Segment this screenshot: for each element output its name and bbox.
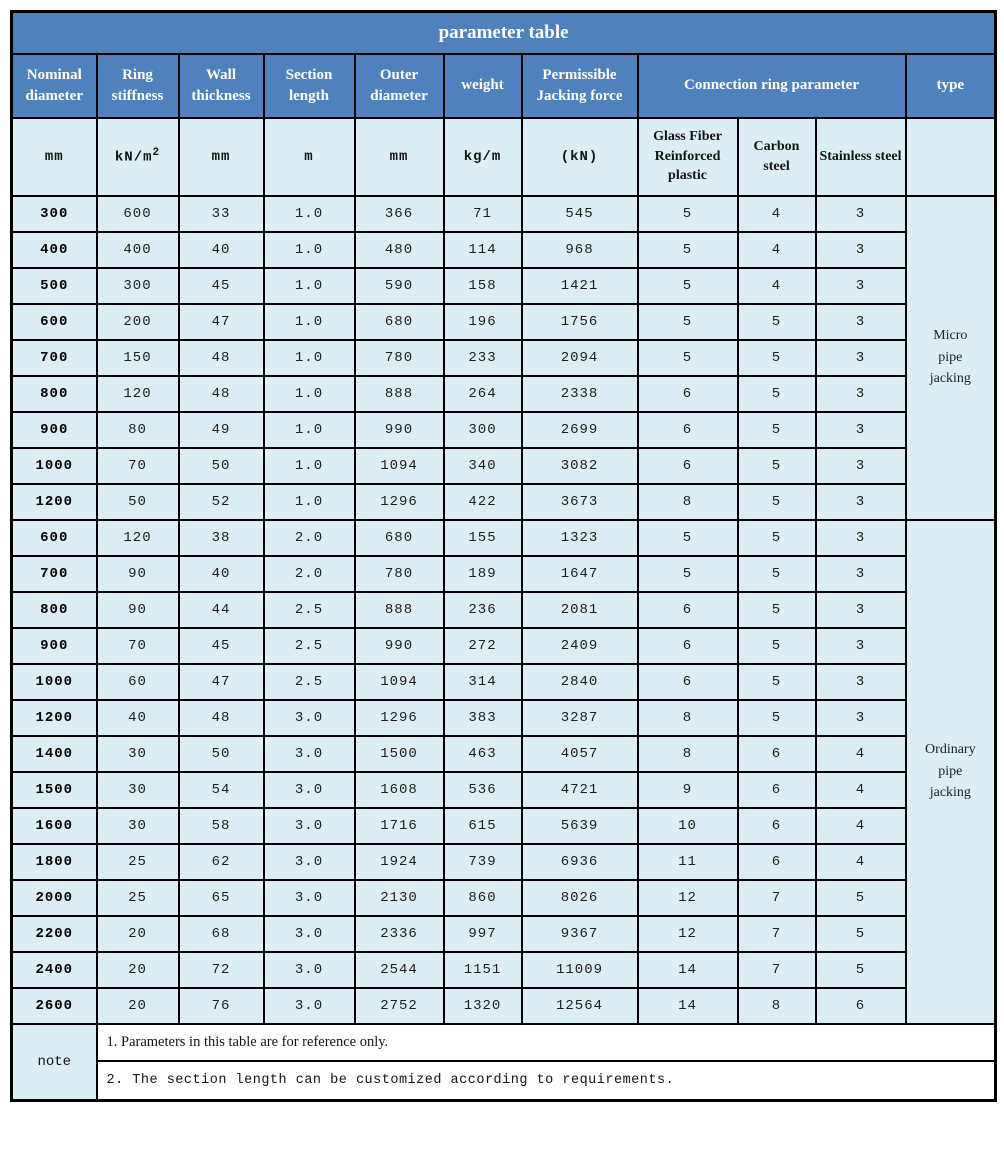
data-cell: 3.0 — [264, 844, 355, 880]
data-cell: 76 — [179, 988, 264, 1024]
type-cell: Micro pipe jacking — [906, 196, 996, 520]
nominal-diameter-cell: 1000 — [12, 448, 97, 484]
data-cell: 120 — [97, 376, 179, 412]
data-cell: 12564 — [522, 988, 638, 1024]
data-cell: 70 — [97, 448, 179, 484]
data-cell: 3673 — [522, 484, 638, 520]
data-cell: 47 — [179, 664, 264, 700]
data-cell: 3.0 — [264, 808, 355, 844]
data-cell: 264 — [444, 376, 522, 412]
data-cell: 48 — [179, 700, 264, 736]
data-cell: 2336 — [355, 916, 444, 952]
data-cell: 680 — [355, 304, 444, 340]
nominal-diameter-cell: 900 — [12, 412, 97, 448]
data-cell: 3.0 — [264, 880, 355, 916]
data-cell: 4 — [816, 772, 906, 808]
data-cell: 2.5 — [264, 628, 355, 664]
data-cell: 1.0 — [264, 232, 355, 268]
data-cell: 300 — [97, 268, 179, 304]
data-cell: 5 — [738, 520, 816, 556]
data-cell: 6 — [638, 448, 738, 484]
data-cell: 7 — [738, 952, 816, 988]
subheader-stainless-steel: Stainless steel — [816, 118, 906, 196]
data-cell: 5 — [816, 952, 906, 988]
data-cell: 30 — [97, 736, 179, 772]
data-cell: 6 — [638, 412, 738, 448]
data-cell: 4 — [738, 268, 816, 304]
table-row — [12, 664, 996, 700]
data-cell: 545 — [522, 196, 638, 232]
nominal-diameter-cell: 1800 — [12, 844, 97, 880]
table-row — [12, 628, 996, 664]
data-cell: 12 — [638, 916, 738, 952]
data-cell: 4 — [816, 808, 906, 844]
data-cell: 8026 — [522, 880, 638, 916]
data-cell: 14 — [638, 952, 738, 988]
data-cell: 90 — [97, 556, 179, 592]
nominal-diameter-cell: 600 — [12, 520, 97, 556]
data-cell: 888 — [355, 592, 444, 628]
table-row — [12, 196, 996, 232]
data-cell: 590 — [355, 268, 444, 304]
data-cell: 1421 — [522, 268, 638, 304]
nominal-diameter-cell: 800 — [12, 592, 97, 628]
unit-jacking-force: (kN) — [522, 118, 638, 196]
nominal-diameter-cell: 2200 — [12, 916, 97, 952]
nominal-diameter-cell: 1500 — [12, 772, 97, 808]
data-cell: 1924 — [355, 844, 444, 880]
data-cell: 196 — [444, 304, 522, 340]
data-cell: 4 — [816, 844, 906, 880]
data-cell: 20 — [97, 988, 179, 1024]
data-cell: 233 — [444, 340, 522, 376]
parameter-table — [10, 10, 997, 1102]
data-cell: 5 — [816, 916, 906, 952]
data-cell: 20 — [97, 916, 179, 952]
data-cell: 3 — [816, 448, 906, 484]
data-cell: 2.5 — [264, 664, 355, 700]
data-cell: 1296 — [355, 700, 444, 736]
data-cell: 3 — [816, 700, 906, 736]
data-cell: 5 — [738, 664, 816, 700]
header-row — [12, 54, 996, 118]
data-cell: 3 — [816, 412, 906, 448]
nominal-diameter-cell: 700 — [12, 340, 97, 376]
data-cell: 114 — [444, 232, 522, 268]
data-cell: 3 — [816, 556, 906, 592]
data-cell: 400 — [97, 232, 179, 268]
data-cell: 3 — [816, 376, 906, 412]
data-cell: 6 — [638, 628, 738, 664]
data-cell: 1.0 — [264, 448, 355, 484]
data-cell: 62 — [179, 844, 264, 880]
data-cell: 5639 — [522, 808, 638, 844]
data-cell: 9 — [638, 772, 738, 808]
data-cell: 54 — [179, 772, 264, 808]
data-cell: 3 — [816, 196, 906, 232]
table-row — [12, 736, 996, 772]
data-cell: 3.0 — [264, 736, 355, 772]
data-cell: 990 — [355, 628, 444, 664]
data-cell: 65 — [179, 880, 264, 916]
data-cell: 1.0 — [264, 412, 355, 448]
table-row — [12, 232, 996, 268]
data-cell: 8 — [738, 988, 816, 1024]
table-row — [12, 844, 996, 880]
nominal-diameter-cell: 1000 — [12, 664, 97, 700]
data-cell: 680 — [355, 520, 444, 556]
table-row — [12, 952, 996, 988]
unit-section-length: m — [264, 118, 355, 196]
nominal-diameter-cell: 500 — [12, 268, 97, 304]
data-cell: 7 — [738, 880, 816, 916]
data-cell: 5 — [738, 700, 816, 736]
note-row — [12, 1024, 996, 1101]
data-cell: 48 — [179, 376, 264, 412]
data-cell: 422 — [444, 484, 522, 520]
data-cell: 3.0 — [264, 700, 355, 736]
data-cell: 120 — [97, 520, 179, 556]
data-cell: 3082 — [522, 448, 638, 484]
table-row — [12, 376, 996, 412]
data-cell: 158 — [444, 268, 522, 304]
data-cell: 5 — [738, 304, 816, 340]
data-cell: 2.0 — [264, 556, 355, 592]
unit-superscript: 2 — [152, 147, 161, 160]
data-cell: 1647 — [522, 556, 638, 592]
data-cell: 1323 — [522, 520, 638, 556]
data-cell: 8 — [638, 700, 738, 736]
data-cell: 3.0 — [264, 772, 355, 808]
data-cell: 1.0 — [264, 484, 355, 520]
data-cell: 2.0 — [264, 520, 355, 556]
data-cell: 463 — [444, 736, 522, 772]
data-cell: 6936 — [522, 844, 638, 880]
data-cell: 2338 — [522, 376, 638, 412]
data-cell: 58 — [179, 808, 264, 844]
nominal-diameter-cell: 2400 — [12, 952, 97, 988]
data-cell: 1.0 — [264, 304, 355, 340]
data-cell: 7 — [738, 916, 816, 952]
col-header-jacking-force: Permissible Jacking force — [522, 54, 638, 118]
data-cell: 5 — [738, 556, 816, 592]
data-cell: 997 — [444, 916, 522, 952]
col-header-type: type — [906, 54, 996, 118]
title-row — [12, 12, 996, 54]
data-cell: 2752 — [355, 988, 444, 1024]
data-cell: 5 — [738, 628, 816, 664]
data-cell: 536 — [444, 772, 522, 808]
data-cell: 3 — [816, 628, 906, 664]
note-label: note — [12, 1024, 97, 1101]
data-cell: 1.0 — [264, 196, 355, 232]
col-header-section-length: Section length — [264, 54, 355, 118]
data-cell: 40 — [179, 232, 264, 268]
col-header-connection-ring-group: Connection ring parameter — [638, 54, 906, 118]
nominal-diameter-cell: 2600 — [12, 988, 97, 1024]
data-cell: 25 — [97, 880, 179, 916]
data-cell: 1608 — [355, 772, 444, 808]
data-cell: 366 — [355, 196, 444, 232]
data-cell: 8 — [638, 484, 738, 520]
nominal-diameter-cell: 600 — [12, 304, 97, 340]
data-cell: 68 — [179, 916, 264, 952]
unit-base: kN/m — [114, 149, 153, 166]
data-cell: 340 — [444, 448, 522, 484]
data-cell: 888 — [355, 376, 444, 412]
data-cell: 10 — [638, 808, 738, 844]
data-cell: 3 — [816, 484, 906, 520]
table-row — [12, 484, 996, 520]
nominal-diameter-cell: 2000 — [12, 880, 97, 916]
data-cell: 155 — [444, 520, 522, 556]
subheader-carbon-steel: Carbon steel — [738, 118, 816, 196]
data-cell: 3 — [816, 268, 906, 304]
data-cell: 70 — [97, 628, 179, 664]
data-cell: 600 — [97, 196, 179, 232]
data-cell: 3 — [816, 520, 906, 556]
data-cell: 6 — [738, 736, 816, 772]
data-cell: 2699 — [522, 412, 638, 448]
data-cell: 71 — [444, 196, 522, 232]
table-row — [12, 340, 996, 376]
col-header-wall-thickness: Wall thickness — [179, 54, 264, 118]
data-cell: 780 — [355, 340, 444, 376]
data-cell: 40 — [179, 556, 264, 592]
type-cell: Ordinary pipe jacking — [906, 520, 996, 1024]
data-cell: 6 — [816, 988, 906, 1024]
data-cell: 1756 — [522, 304, 638, 340]
data-cell: 990 — [355, 412, 444, 448]
note-line-2: 2. The section length can be customized according to requirements. — [106, 1072, 675, 1088]
nominal-diameter-cell: 900 — [12, 628, 97, 664]
nominal-diameter-cell: 300 — [12, 196, 97, 232]
data-cell: 5 — [638, 268, 738, 304]
data-cell: 6 — [638, 664, 738, 700]
data-cell: 6 — [738, 772, 816, 808]
table-title: parameter table — [12, 12, 996, 54]
data-cell: 5 — [638, 340, 738, 376]
data-cell: 2130 — [355, 880, 444, 916]
data-cell: 2544 — [355, 952, 444, 988]
data-cell: 5 — [638, 556, 738, 592]
data-cell: 14 — [638, 988, 738, 1024]
col-header-nominal-diameter: Nominal diameter — [12, 54, 97, 118]
data-cell: 12 — [638, 880, 738, 916]
data-cell: 50 — [179, 736, 264, 772]
data-cell: 314 — [444, 664, 522, 700]
data-cell: 9367 — [522, 916, 638, 952]
data-cell: 968 — [522, 232, 638, 268]
data-cell: 5 — [638, 196, 738, 232]
data-cell: 3.0 — [264, 952, 355, 988]
table-row — [12, 412, 996, 448]
data-cell: 5 — [638, 304, 738, 340]
data-cell: 38 — [179, 520, 264, 556]
data-cell: 5 — [816, 880, 906, 916]
data-cell: 383 — [444, 700, 522, 736]
data-cell: 6 — [738, 844, 816, 880]
data-cell: 3287 — [522, 700, 638, 736]
data-cell: 5 — [638, 232, 738, 268]
unit-weight: kg/m — [444, 118, 522, 196]
data-cell: 189 — [444, 556, 522, 592]
units-row — [12, 118, 996, 196]
data-cell: 1151 — [444, 952, 522, 988]
data-cell: 1094 — [355, 664, 444, 700]
data-cell: 2409 — [522, 628, 638, 664]
unit-type-empty — [906, 118, 996, 196]
data-cell: 49 — [179, 412, 264, 448]
data-cell: 11009 — [522, 952, 638, 988]
data-cell: 1296 — [355, 484, 444, 520]
table-row — [12, 700, 996, 736]
data-cell: 615 — [444, 808, 522, 844]
data-cell: 5 — [738, 448, 816, 484]
data-cell: 40 — [97, 700, 179, 736]
subheader-glass-fiber: Glass Fiber Reinforced plastic — [638, 118, 738, 196]
data-cell: 50 — [179, 448, 264, 484]
data-cell: 1.0 — [264, 376, 355, 412]
nominal-diameter-cell: 400 — [12, 232, 97, 268]
unit-wall-thickness: mm — [179, 118, 264, 196]
data-cell: 5 — [638, 520, 738, 556]
data-cell: 300 — [444, 412, 522, 448]
data-cell: 4 — [738, 196, 816, 232]
nominal-diameter-cell: 700 — [12, 556, 97, 592]
col-header-outer-diameter: Outer diameter — [355, 54, 444, 118]
data-cell: 33 — [179, 196, 264, 232]
table-row — [12, 520, 996, 556]
data-cell: 3 — [816, 664, 906, 700]
table-row — [12, 916, 996, 952]
data-cell: 860 — [444, 880, 522, 916]
table-row — [12, 268, 996, 304]
data-cell: 1.0 — [264, 268, 355, 304]
data-cell: 52 — [179, 484, 264, 520]
data-cell: 2081 — [522, 592, 638, 628]
data-cell: 60 — [97, 664, 179, 700]
data-cell: 1320 — [444, 988, 522, 1024]
data-cell: 3 — [816, 592, 906, 628]
data-cell: 5 — [738, 592, 816, 628]
table-row — [12, 772, 996, 808]
nominal-diameter-cell: 1200 — [12, 484, 97, 520]
data-cell: 72 — [179, 952, 264, 988]
data-cell: 48 — [179, 340, 264, 376]
nominal-diameter-cell: 1400 — [12, 736, 97, 772]
data-cell: 5 — [738, 376, 816, 412]
table-row — [12, 988, 996, 1024]
table-row — [12, 448, 996, 484]
data-cell: 3.0 — [264, 988, 355, 1024]
data-cell: 50 — [97, 484, 179, 520]
data-cell: 4 — [738, 232, 816, 268]
data-cell: 780 — [355, 556, 444, 592]
data-cell: 90 — [97, 592, 179, 628]
data-cell: 272 — [444, 628, 522, 664]
data-cell: 5 — [738, 412, 816, 448]
data-cell: 4 — [816, 736, 906, 772]
data-cell: 1094 — [355, 448, 444, 484]
data-cell: 480 — [355, 232, 444, 268]
nominal-diameter-cell: 800 — [12, 376, 97, 412]
data-cell: 11 — [638, 844, 738, 880]
table-row — [12, 304, 996, 340]
data-cell: 150 — [97, 340, 179, 376]
data-cell: 200 — [97, 304, 179, 340]
unit-outer-diameter: mm — [355, 118, 444, 196]
data-cell: 6 — [638, 376, 738, 412]
data-cell: 5 — [738, 340, 816, 376]
data-cell: 20 — [97, 952, 179, 988]
data-cell: 4057 — [522, 736, 638, 772]
data-cell: 44 — [179, 592, 264, 628]
data-cell: 2840 — [522, 664, 638, 700]
data-cell: 5 — [738, 484, 816, 520]
table-row — [12, 880, 996, 916]
data-cell: 2.5 — [264, 592, 355, 628]
data-cell: 80 — [97, 412, 179, 448]
unit-nominal-diameter: mm — [12, 118, 97, 196]
data-cell: 30 — [97, 772, 179, 808]
data-cell: 47 — [179, 304, 264, 340]
data-cell: 3.0 — [264, 916, 355, 952]
data-cell: 45 — [179, 628, 264, 664]
data-cell: 236 — [444, 592, 522, 628]
table-row — [12, 556, 996, 592]
data-cell: 4721 — [522, 772, 638, 808]
data-cell: 1500 — [355, 736, 444, 772]
data-cell: 8 — [638, 736, 738, 772]
data-cell: 2094 — [522, 340, 638, 376]
nominal-diameter-cell: 1600 — [12, 808, 97, 844]
note-line-1: 1. Parameters in this table are for reference only. — [98, 1025, 995, 1062]
table-row — [12, 808, 996, 844]
nominal-diameter-cell: 1200 — [12, 700, 97, 736]
col-header-weight: weight — [444, 54, 522, 118]
data-cell: 3 — [816, 304, 906, 340]
data-cell: 3 — [816, 340, 906, 376]
data-cell: 25 — [97, 844, 179, 880]
data-cell: 45 — [179, 268, 264, 304]
data-cell: 1716 — [355, 808, 444, 844]
data-cell: 6 — [738, 808, 816, 844]
col-header-ring-stiffness: Ring stiffness — [97, 54, 179, 118]
data-cell: 6 — [638, 592, 738, 628]
table-row — [12, 592, 996, 628]
data-cell: 30 — [97, 808, 179, 844]
data-cell: 1.0 — [264, 340, 355, 376]
note-body — [97, 1024, 996, 1101]
data-cell: 739 — [444, 844, 522, 880]
data-cell: 3 — [816, 232, 906, 268]
unit-ring-stiffness — [97, 118, 179, 196]
